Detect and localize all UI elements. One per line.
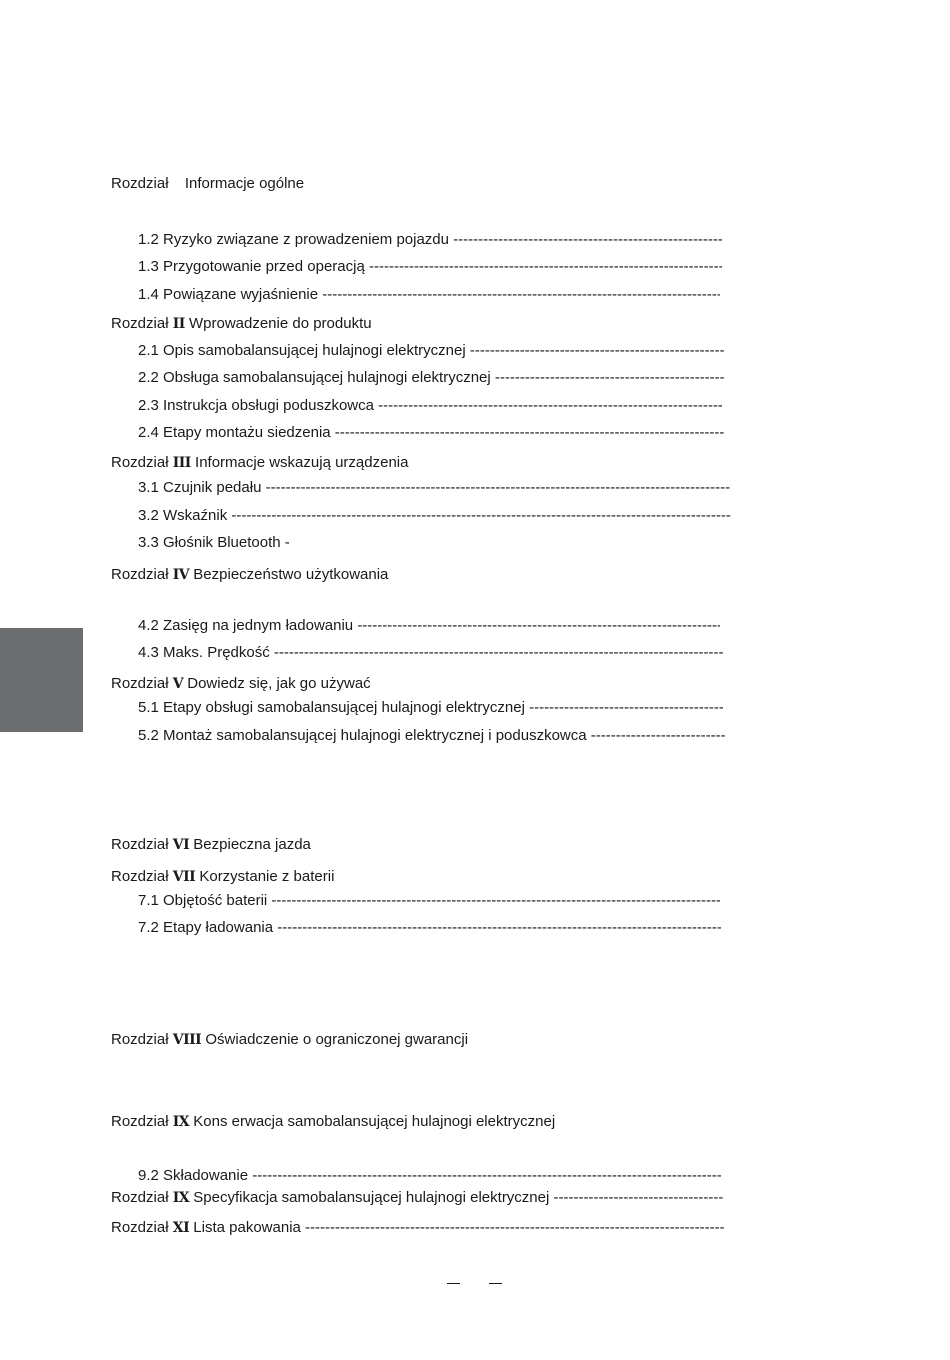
chapter-title: Kons erwacja samobalansującej hulajnogi elektrycznej xyxy=(193,1113,556,1130)
toc-subsection[interactable] xyxy=(138,342,724,360)
toc-subsection[interactable] xyxy=(138,479,730,497)
chapter-title: Bezpieczeństwo użytkowania xyxy=(193,566,389,583)
toc-chapter[interactable] xyxy=(111,1219,725,1237)
toc-subsection[interactable] xyxy=(138,1167,721,1185)
toc-subsection[interactable] xyxy=(138,369,724,387)
toc-chapter[interactable] xyxy=(111,1031,731,1049)
chapter-numeral: XI xyxy=(172,1220,190,1236)
toc-subsection[interactable] xyxy=(138,424,724,442)
toc-subsection[interactable] xyxy=(138,286,720,304)
toc-subsection[interactable] xyxy=(138,534,538,552)
subsection-title: 2.1 Opis samobalansującej hulajnogi elektrycznej xyxy=(138,342,466,359)
subsection-title: 2.3 Instrukcja obsługi poduszkowca xyxy=(138,397,374,414)
toc-subsection[interactable] xyxy=(138,397,722,415)
subsection-title: 5.1 Etapy obsługi samobalansującej hulajnogi elektrycznej xyxy=(138,699,525,716)
subsection-title: 4.3 Maks. Prędkość xyxy=(138,644,270,661)
chapter-word: Rozdział xyxy=(111,315,169,332)
chapter-word: Rozdział xyxy=(111,675,169,692)
toc-subsection[interactable] xyxy=(138,919,721,937)
page-number-mark-left xyxy=(447,1283,460,1284)
subsection-title: 3.3 Głośnik Bluetooth - xyxy=(138,534,290,551)
chapter-title: Bezpieczna jazda xyxy=(193,836,311,853)
chapter-title: Lista pakowania xyxy=(193,1219,301,1236)
chapter-numeral: IX xyxy=(172,1114,190,1130)
chapter-title: Dowiedz się, jak go używać xyxy=(187,675,371,692)
chapter-title: Informacje wskazują urządzenia xyxy=(195,454,409,471)
toc-chapter[interactable] xyxy=(111,836,731,854)
toc-chapter[interactable] xyxy=(111,868,731,886)
chapter-numeral: IX xyxy=(172,1190,190,1206)
chapter-word: Rozdział xyxy=(111,868,169,885)
toc-chapter[interactable] xyxy=(111,1189,724,1207)
subsection-title: 3.2 Wskaźnik xyxy=(138,507,228,524)
chapter-numeral: II xyxy=(172,316,185,332)
chapter-word: Rozdział xyxy=(111,566,169,583)
toc-subsection[interactable] xyxy=(138,699,723,717)
chapter-word: Rozdział xyxy=(111,1113,169,1130)
toc-subsection[interactable] xyxy=(138,231,722,249)
toc-chapter[interactable] xyxy=(111,566,731,584)
subsection-title: 3.1 Czujnik pedału xyxy=(138,479,262,496)
chapter-numeral: IV xyxy=(172,567,190,583)
toc-chapter[interactable] xyxy=(111,175,731,193)
chapter-title: Informacje ogólne xyxy=(184,175,305,192)
toc-subsection[interactable] xyxy=(138,644,723,662)
subsection-title: 1.4 Powiązane wyjaśnienie xyxy=(138,286,319,303)
toc-subsection[interactable] xyxy=(138,258,722,276)
subsection-title: 7.1 Objętość baterii xyxy=(138,892,268,909)
subsection-title: 9.2 Składowanie xyxy=(138,1167,249,1184)
toc-chapter[interactable] xyxy=(111,454,731,472)
chapter-numeral: VI xyxy=(172,837,190,853)
chapter-word: Rozdział xyxy=(111,175,169,192)
chapter-numeral: VII xyxy=(172,869,196,885)
chapter-title: Korzystanie z baterii xyxy=(199,868,335,885)
page-number-mark-right xyxy=(489,1283,502,1284)
subsection-title: 1.2 Ryzyko związane z prowadzeniem pojazdu xyxy=(138,231,449,248)
subsection-title: 5.2 Montaż samobalansującej hulajnogi elektrycznej i poduszkowca xyxy=(138,727,587,744)
subsection-title: 4.2 Zasięg na jednym ładowaniu xyxy=(138,617,354,634)
chapter-word: Rozdział xyxy=(111,836,169,853)
chapter-title: Wprowadzenie do produktu xyxy=(188,315,372,332)
chapter-title: Specyfikacja samobalansującej hulajnogi elektrycznej xyxy=(193,1189,550,1206)
toc-chapter[interactable] xyxy=(111,1113,731,1131)
chapter-title: Oświadczenie o ograniczonej gwarancji xyxy=(205,1031,469,1048)
toc-subsection[interactable] xyxy=(138,727,725,745)
chapter-numeral: V xyxy=(172,676,184,692)
chapter-word: Rozdział xyxy=(111,1189,169,1206)
toc-chapter[interactable] xyxy=(111,675,731,693)
toc-subsection[interactable] xyxy=(138,892,720,910)
toc-subsection[interactable] xyxy=(138,507,731,525)
subsection-title: 1.3 Przygotowanie przed operacją xyxy=(138,258,365,275)
toc-chapter[interactable] xyxy=(111,315,731,333)
chapter-numeral: VIII xyxy=(172,1032,202,1048)
chapter-word: Rozdział xyxy=(111,454,169,471)
chapter-numeral: III xyxy=(172,455,191,471)
subsection-title: 2.4 Etapy montażu siedzenia xyxy=(138,424,331,441)
chapter-word: Rozdział xyxy=(111,1219,169,1236)
chapter-side-tab xyxy=(0,628,83,732)
toc-subsection[interactable] xyxy=(138,617,720,635)
subsection-title: 7.2 Etapy ładowania xyxy=(138,919,274,936)
chapter-word: Rozdział xyxy=(111,1031,169,1048)
subsection-title: 2.2 Obsługa samobalansującej hulajnogi elektrycznej xyxy=(138,369,491,386)
